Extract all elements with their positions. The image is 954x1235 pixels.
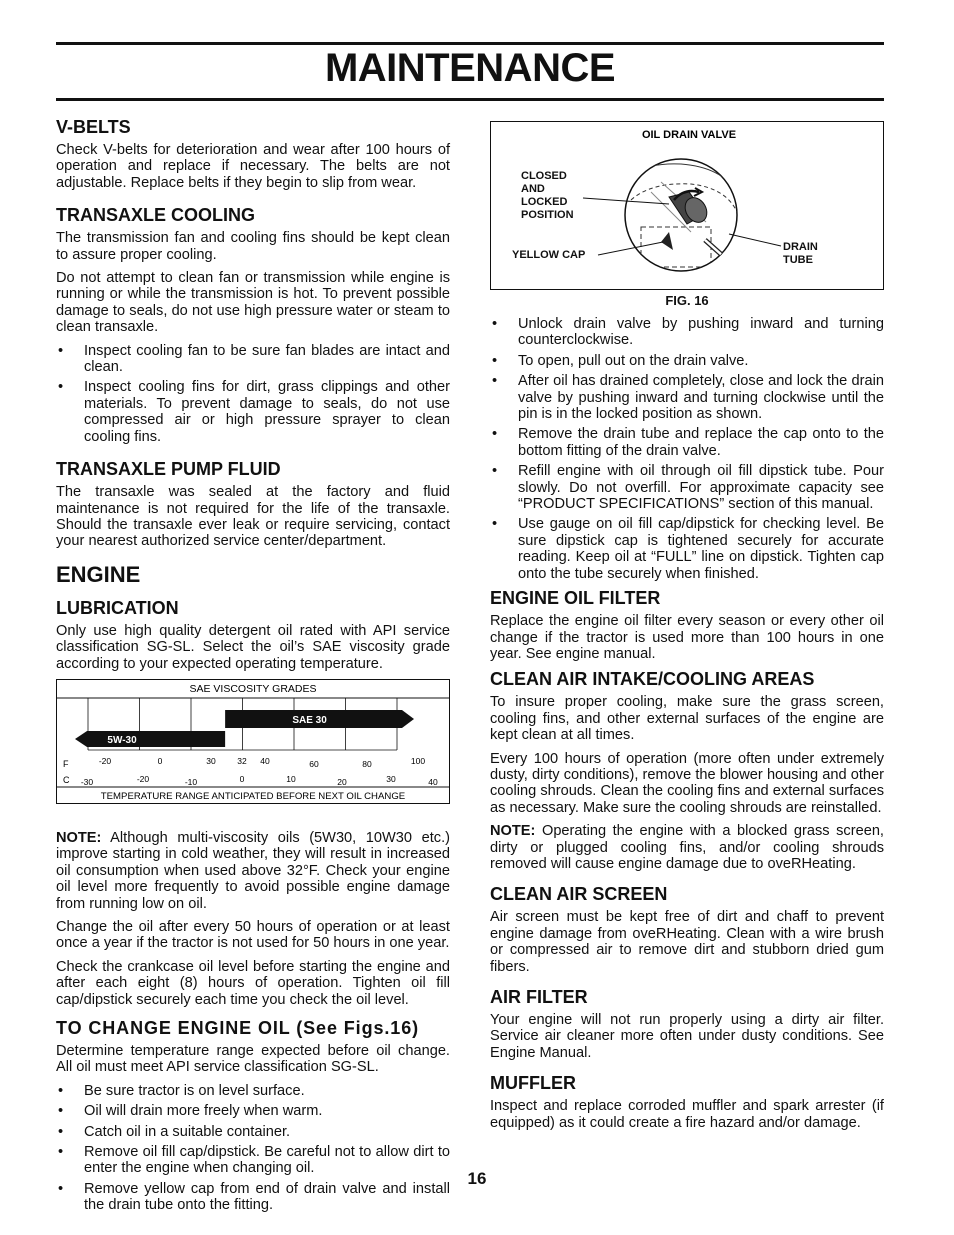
transaxle-cooling-p2: Do not attempt to clean fan or transmission while engine is running or while the transmission is hot. To prevent possible damage to seals, do not use high pressure water or steam to clean transaxle.: [56, 270, 450, 336]
label-closed-1: CLOSED: [521, 170, 567, 182]
viscosity-bar-label: SAE 30: [292, 714, 327, 726]
oil-check-interval: Check the crankcase oil level before starting the engine and after each eight (8) hours of operation. Tighten oil fill cap/dipstick securely each time you check the oil level.: [56, 958, 450, 1008]
c-tick-label: 20: [337, 776, 347, 787]
label-closed-3: LOCKED: [521, 196, 568, 208]
change-oil-heading: TO CHANGE ENGINE OIL (See Figs.16): [56, 1018, 420, 1038]
chart-xlabel: TEMPERATURE RANGE ANTICIPATED BEFORE NEXT OIL CHANGE: [100, 790, 406, 802]
viscosity-bar: [75, 731, 225, 747]
page-title: MAINTENANCE: [324, 46, 616, 90]
c-axis-label: C: [63, 774, 70, 785]
drain-valve-illustration: [491, 122, 883, 289]
top-rule: [56, 42, 884, 45]
air-filter-heading: AIR FILTER: [490, 987, 588, 1007]
label-closed-2: AND: [521, 183, 545, 195]
note-text: Although multi-viscosity oils (5W30, 10W30 etc.) improve starting in cold weather, they will result in increased oil consumption when used above 32°F. Check your engine oil level more frequently to avoid possible engine damage from running low on oil.: [56, 829, 450, 912]
f-axis-label: F: [63, 758, 69, 769]
muffler-body: Inspect and replace corroded muffler and spark arrester (if equipped) as it could create a fire hazard and/or damage.: [490, 1098, 884, 1131]
f-tick-label: -20: [98, 755, 112, 766]
oil-filter-heading: ENGINE OIL FILTER: [490, 588, 661, 609]
label-drain-2: TUBE: [783, 254, 813, 266]
f-tick-label: 32: [237, 755, 247, 766]
f-tick-label: 80: [362, 758, 372, 769]
list-item: • Catch oil in a suitable container.: [56, 1124, 450, 1140]
right-column: [490, 107, 884, 1138]
c-tick-label: 10: [286, 773, 296, 784]
note-label: NOTE:: [490, 823, 536, 840]
f-tick-label: 30: [206, 755, 216, 766]
label-closed-4: POSITION: [521, 209, 574, 221]
list-item: • Inspect cooling fins for dirt, grass clippings and other materials. To prevent damage to seals, do not use compressed air or high pressure sprayer to clean cooling fins.: [56, 379, 450, 445]
vbelts-heading: V-BELTS: [56, 117, 131, 137]
note-multi-viscosity: [56, 830, 450, 912]
transaxle-cooling-list: [56, 343, 450, 445]
f-tick-label: 0: [157, 755, 163, 766]
list-item: • Use gauge on oil fill cap/dipstick for checking level. Be sure dipstick cap is tightened securely for accurate reading. Keep oil at “FULL” line on dipstick. Tighten cap onto the tube securely when finished.: [490, 516, 884, 582]
lubrication-body: Only use high quality detergent oil rated with API service classification SG-SL. Select the oil’s SAE viscosity grade according to your expected operating temperature.: [56, 622, 450, 672]
page-number: 16: [467, 1169, 487, 1188]
air-filter-body: Your engine will not run properly using a dirty air filter. Service air cleaner more often under dusty conditions. See Engine Manual.: [490, 1012, 884, 1061]
c-tick-label: 0: [239, 773, 245, 784]
vbelts-body: Check V-belts for deterioration and wear after 100 hours of operation and replace if necessary. The belts are not adjustable. Replace belts if they begin to slip from wear.: [56, 142, 450, 191]
transaxle-pump-heading: TRANSAXLE PUMP FLUID: [56, 459, 281, 480]
list-item: • Refill engine with oil through oil fill dipstick tube. Pour slowly. Do not overfill. For approximate capacity see “PRODUCT SPECIFICATIONS” section of this manual.: [490, 463, 884, 512]
air-intake-note: [490, 823, 884, 872]
list-item: • Unlock drain valve by pushing inward and turning counterclockwise.: [490, 316, 884, 349]
air-screen-body: Air screen must be kept free of dirt and chaff to prevent engine damage from oveRHeating. Clean with a wire brush or compressed air to remove dirt and stubborn dried gum fibers.: [490, 909, 884, 975]
c-tick-label: 40: [428, 776, 438, 787]
list-item: • Remove the drain tube and replace the cap onto to the bottom fitting of the drain valve.: [490, 426, 884, 459]
muffler-heading: MUFFLER: [490, 1073, 576, 1094]
f-tick-label: 100: [410, 755, 426, 766]
f-tick-label: 40: [260, 755, 270, 766]
list-item: • To open, pull out on the drain valve.: [490, 353, 884, 369]
note-text: Operating the engine with a blocked grass screen, dirty or plugged cooling fins, and/or cooling shrouds removed will cause engine damage due to oveRHeating.: [490, 823, 884, 872]
air-screen-heading: CLEAN AIR SCREEN: [490, 884, 668, 905]
chart-title: SAE VISCOSITY GRADES: [189, 682, 317, 695]
list-item: • Be sure tractor is on level surface.: [56, 1083, 450, 1099]
figure-oil-drain-valve: [490, 121, 884, 290]
f-tick-label: 60: [309, 758, 319, 769]
list-item: • Remove oil fill cap/dipstick. Be careful not to allow dirt to enter the engine when changing oil.: [56, 1144, 450, 1177]
label-drain-1: DRAIN: [783, 241, 818, 253]
left-column: [56, 107, 450, 1220]
change-oil-body: Determine temperature range expected before oil change. All oil must meet API service classification SG-SL.: [56, 1043, 450, 1076]
c-tick-label: -30: [80, 776, 94, 787]
viscosity-bar-label: 5W-30: [107, 734, 137, 746]
c-tick-label: -20: [136, 773, 150, 784]
drain-steps-list: [490, 316, 884, 582]
figure-caption: FIG. 16: [665, 293, 709, 308]
c-tick-label: 30: [386, 773, 396, 784]
air-intake-p2: Every 100 hours of operation (more often under extremely dusty, dirty conditions), remove the blower housing and other cooling shrouds. Clean the cooling fins and external surfaces as necessary. Make sure the cooling shrouds are reinstalled.: [490, 750, 884, 816]
oil-change-interval: Change the oil after every 50 hours of operation or at least once a year if the tractor is not used for 50 hours in one year.: [56, 918, 450, 952]
list-item: • After oil has drained completely, close and lock the drain valve by pushing inward and turning clockwise until the pin is in the locked position as shown.: [490, 373, 884, 422]
lubrication-heading: LUBRICATION: [56, 597, 179, 618]
viscosity-chart: [56, 679, 450, 804]
change-oil-list: [56, 1083, 450, 1214]
transaxle-pump-body: The transaxle was sealed at the factory and fluid maintenance is not required for the life of the transaxle. Should the transaxle ever leak or require servicing, contact your nearest authorized service center/department.: [56, 484, 450, 550]
engine-heading: ENGINE: [56, 561, 141, 587]
air-intake-heading: CLEAN AIR INTAKE/COOLING AREAS: [490, 669, 815, 690]
air-intake-p1: To insure proper cooling, make sure the grass screen, cooling fins, and other external surfaces of the engine are kept clean at all times.: [490, 694, 884, 744]
title-rule: [56, 98, 884, 101]
c-tick-label: -10: [184, 776, 198, 787]
list-item: • Oil will drain more freely when warm.: [56, 1103, 450, 1119]
label-yellow-cap: YELLOW CAP: [512, 249, 586, 261]
figure-title: OIL DRAIN VALVE: [641, 129, 737, 141]
list-item: • Remove yellow cap from end of drain valve and install the drain tube onto the fitting.: [56, 1181, 450, 1214]
viscosity-chart-svg: [57, 680, 449, 803]
transaxle-cooling-p1: The transmission fan and cooling fins should be kept clean to assure proper cooling.: [56, 230, 450, 263]
note-label: NOTE:: [56, 829, 102, 846]
list-item: • Inspect cooling fan to be sure fan blades are intact and clean.: [56, 343, 450, 376]
transaxle-cooling-heading: TRANSAXLE COOLING: [56, 205, 256, 226]
oil-filter-body: Replace the engine oil filter every season or every other oil change if the tractor is used more than 100 hours in one year. See engine manual.: [490, 613, 884, 662]
